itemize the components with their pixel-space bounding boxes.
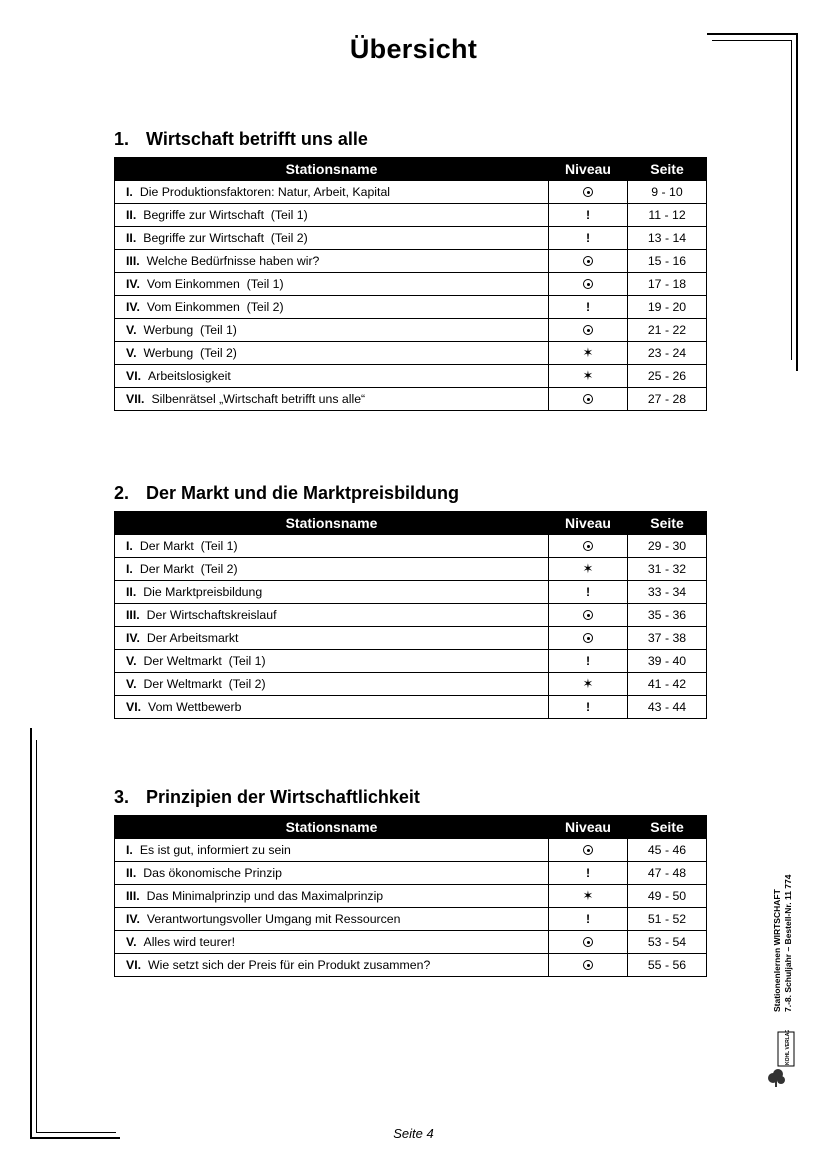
circle-dot-icon — [583, 279, 593, 289]
niveau-cell — [549, 908, 628, 931]
station-roman-numeral: V. — [126, 323, 137, 337]
page-range-cell: 15 - 16 — [628, 250, 707, 273]
niveau-cell — [549, 273, 628, 296]
niveau-cell — [549, 862, 628, 885]
header-seite: Seite — [628, 512, 707, 535]
station-name: Der Wirtschaftskreislauf — [146, 608, 277, 622]
star-icon: ✶ — [582, 676, 594, 691]
station-name-cell — [115, 365, 549, 388]
station-name: Welche Bedürfnisse haben wir? — [146, 254, 320, 268]
table-row — [115, 696, 707, 719]
station-name-cell — [115, 673, 549, 696]
station-name: Werbung (Teil 2) — [143, 346, 237, 360]
station-table — [114, 157, 707, 411]
exclamation-icon: ! — [585, 700, 591, 714]
table-row — [115, 604, 707, 627]
page-range-cell: 31 - 32 — [628, 558, 707, 581]
exclamation-icon: ! — [585, 654, 591, 668]
table-row — [115, 388, 707, 411]
table-row — [115, 365, 707, 388]
station-name: Wie setzt sich der Preis für ein Produkt zusammen? — [148, 958, 431, 972]
station-name-cell — [115, 535, 549, 558]
station-name-cell — [115, 319, 549, 342]
frame-top-right-vline-2 — [791, 40, 792, 360]
header-niveau: Niveau — [549, 158, 628, 181]
page-range-cell: 27 - 28 — [628, 388, 707, 411]
station-roman-numeral: I. — [126, 185, 133, 199]
page-range-cell: 43 - 44 — [628, 696, 707, 719]
station-name-cell — [115, 227, 549, 250]
niveau-cell — [549, 365, 628, 388]
station-name: Vom Wettbewerb — [148, 700, 242, 714]
station-name-cell — [115, 342, 549, 365]
station-name-cell — [115, 204, 549, 227]
circle-dot-icon — [583, 937, 593, 947]
station-name-cell — [115, 839, 549, 862]
station-name: Werbung (Teil 1) — [143, 323, 237, 337]
table-row — [115, 227, 707, 250]
station-name-cell — [115, 627, 549, 650]
station-roman-numeral: III. — [126, 889, 140, 903]
star-icon: ✶ — [582, 888, 594, 903]
station-name: Alles wird teurer! — [143, 935, 236, 949]
niveau-cell — [549, 388, 628, 411]
table-row — [115, 581, 707, 604]
circle-dot-icon — [583, 325, 593, 335]
page-range-cell: 33 - 34 — [628, 581, 707, 604]
station-name: Der Arbeitsmarkt — [146, 631, 239, 645]
table-row — [115, 908, 707, 931]
station-roman-numeral: IV. — [126, 277, 140, 291]
header-niveau: Niveau — [549, 816, 628, 839]
circle-dot-icon — [583, 187, 593, 197]
station-name: Der Weltmarkt (Teil 2) — [143, 677, 266, 691]
table-row — [115, 627, 707, 650]
station-name: Es ist gut, informiert zu sein — [139, 843, 291, 857]
station-name-cell — [115, 388, 549, 411]
page-range-cell: 45 - 46 — [628, 839, 707, 862]
page-range-cell: 29 - 30 — [628, 535, 707, 558]
exclamation-icon: ! — [585, 300, 591, 314]
page-range-cell: 35 - 36 — [628, 604, 707, 627]
page-title: Übersicht — [349, 34, 478, 64]
table-row — [115, 273, 707, 296]
exclamation-icon: ! — [585, 585, 591, 599]
station-roman-numeral: IV. — [126, 631, 140, 645]
page-range-cell: 53 - 54 — [628, 931, 707, 954]
station-name: Die Produktionsfaktoren: Natur, Arbeit, Kapital — [139, 185, 391, 199]
table-row — [115, 673, 707, 696]
star-icon: ✶ — [582, 561, 594, 576]
page-range-cell: 49 - 50 — [628, 885, 707, 908]
station-name-cell — [115, 296, 549, 319]
station-roman-numeral: VI. — [126, 958, 142, 972]
page-range-cell: 13 - 14 — [628, 227, 707, 250]
station-roman-numeral: I. — [126, 843, 133, 857]
station-name-cell — [115, 954, 549, 977]
page-range-cell: 19 - 20 — [628, 296, 707, 319]
publisher-line-2: 7.-8. Schuljahr – Bestell-Nr. 11 774 — [783, 874, 793, 1012]
niveau-cell — [549, 535, 628, 558]
circle-dot-icon — [583, 610, 593, 620]
niveau-cell — [549, 342, 628, 365]
station-name-cell — [115, 862, 549, 885]
exclamation-icon: ! — [585, 866, 591, 880]
station-name: Arbeitslosigkeit — [148, 369, 231, 383]
niveau-cell — [549, 931, 628, 954]
header-seite: Seite — [628, 816, 707, 839]
station-name-cell — [115, 181, 549, 204]
table-row — [115, 931, 707, 954]
station-name: Der Markt (Teil 1) — [139, 539, 238, 553]
exclamation-icon: ! — [585, 231, 591, 245]
page-range-cell: 23 - 24 — [628, 342, 707, 365]
station-name-cell — [115, 604, 549, 627]
station-name: Vom Einkommen (Teil 2) — [146, 300, 284, 314]
page-range-cell: 25 - 26 — [628, 365, 707, 388]
circle-dot-icon — [583, 845, 593, 855]
table-row — [115, 954, 707, 977]
niveau-cell — [549, 673, 628, 696]
station-roman-numeral: I. — [126, 562, 133, 576]
station-table — [114, 511, 707, 719]
station-roman-numeral: III. — [126, 254, 140, 268]
table-row — [115, 650, 707, 673]
station-roman-numeral: VI. — [126, 369, 142, 383]
niveau-cell — [549, 696, 628, 719]
station-name-cell — [115, 581, 549, 604]
circle-dot-icon — [583, 541, 593, 551]
station-roman-numeral: IV. — [126, 300, 140, 314]
table-row — [115, 862, 707, 885]
publisher-text — [772, 875, 794, 1013]
table-row — [115, 342, 707, 365]
logo-text: KOHL VERLAG — [785, 1030, 791, 1065]
station-name-cell — [115, 558, 549, 581]
station-roman-numeral: II. — [126, 866, 137, 880]
section-1 — [114, 129, 706, 411]
niveau-cell — [549, 885, 628, 908]
station-name: Begriffe zur Wirtschaft (Teil 1) — [143, 208, 308, 222]
section-number: 3. — [114, 787, 130, 807]
frame-bottom-left-vline-2 — [36, 740, 37, 1133]
station-name-cell — [115, 931, 549, 954]
table-header-row — [115, 512, 707, 535]
circle-dot-icon — [583, 394, 593, 404]
star-icon: ✶ — [582, 368, 594, 383]
station-name-cell — [115, 696, 549, 719]
kohl-verlag-logo — [764, 1030, 798, 1088]
station-roman-numeral: II. — [126, 231, 137, 245]
station-name: Das ökonomische Prinzip — [143, 866, 282, 880]
section-heading — [114, 483, 706, 504]
station-roman-numeral: V. — [126, 677, 137, 691]
station-name-cell — [115, 273, 549, 296]
station-roman-numeral: VII. — [126, 392, 145, 406]
page-range-cell: 21 - 22 — [628, 319, 707, 342]
circle-dot-icon — [583, 256, 593, 266]
table-row — [115, 839, 707, 862]
page-range-cell: 39 - 40 — [628, 650, 707, 673]
station-name: Der Markt (Teil 2) — [139, 562, 238, 576]
station-name: Die Marktpreisbildung — [143, 585, 263, 599]
section-2 — [114, 483, 706, 719]
niveau-cell — [549, 604, 628, 627]
exclamation-icon: ! — [585, 912, 591, 926]
table-row — [115, 885, 707, 908]
frame-top-right-vline-1 — [796, 33, 798, 371]
table-header-row — [115, 158, 707, 181]
header-seite: Seite — [628, 158, 707, 181]
station-roman-numeral: V. — [126, 654, 137, 668]
header-niveau: Niveau — [549, 512, 628, 535]
section-number: 1. — [114, 129, 130, 149]
station-roman-numeral: II. — [126, 208, 137, 222]
tree-logo-icon — [764, 1030, 798, 1088]
station-name-cell — [115, 908, 549, 931]
niveau-cell — [549, 181, 628, 204]
star-icon: ✶ — [582, 345, 594, 360]
table-row — [115, 181, 707, 204]
station-name: Vom Einkommen (Teil 1) — [146, 277, 284, 291]
table-row — [115, 250, 707, 273]
station-name: Das Minimalprinzip und das Maximalprinzip — [146, 889, 384, 903]
header-stationsname: Stationsname — [115, 512, 549, 535]
circle-dot-icon — [583, 633, 593, 643]
frame-bottom-left-vline-1 — [30, 728, 32, 1138]
exclamation-icon: ! — [585, 208, 591, 222]
circle-dot-icon — [583, 960, 593, 970]
station-name: Begriffe zur Wirtschaft (Teil 2) — [143, 231, 308, 245]
page-range-cell: 41 - 42 — [628, 673, 707, 696]
station-roman-numeral: II. — [126, 585, 137, 599]
niveau-cell — [549, 839, 628, 862]
station-roman-numeral: VI. — [126, 700, 142, 714]
table-row — [115, 204, 707, 227]
page-range-cell: 51 - 52 — [628, 908, 707, 931]
station-name: Silbenrätsel „Wirtschaft betrifft uns alle“ — [151, 392, 366, 406]
station-name-cell — [115, 885, 549, 908]
station-table — [114, 815, 707, 977]
niveau-cell — [549, 204, 628, 227]
section-title: Prinzipien der Wirtschaftlichkeit — [146, 787, 420, 807]
header-stationsname: Stationsname — [115, 158, 549, 181]
station-name: Verantwortungsvoller Umgang mit Ressourcen — [146, 912, 401, 926]
niveau-cell — [549, 250, 628, 273]
niveau-cell — [549, 650, 628, 673]
section-heading — [114, 787, 706, 808]
header-stationsname: Stationsname — [115, 816, 549, 839]
publisher-line-1: Stationenlernen WIRTSCHAFT — [772, 889, 782, 1012]
station-roman-numeral: V. — [126, 935, 137, 949]
station-roman-numeral: V. — [126, 346, 137, 360]
niveau-cell — [549, 319, 628, 342]
table-row — [115, 319, 707, 342]
page-range-cell: 55 - 56 — [628, 954, 707, 977]
table-row — [115, 535, 707, 558]
station-name-cell — [115, 650, 549, 673]
section-heading — [114, 129, 706, 150]
section-number: 2. — [114, 483, 130, 503]
page-range-cell: 17 - 18 — [628, 273, 707, 296]
page-range-cell: 11 - 12 — [628, 204, 707, 227]
niveau-cell — [549, 227, 628, 250]
page-range-cell: 37 - 38 — [628, 627, 707, 650]
section-title: Wirtschaft betrifft uns alle — [146, 129, 368, 149]
station-roman-numeral: III. — [126, 608, 140, 622]
niveau-cell — [549, 954, 628, 977]
niveau-cell — [549, 627, 628, 650]
section-title: Der Markt und die Marktpreisbildung — [146, 483, 460, 503]
table-header-row — [115, 816, 707, 839]
station-name-cell — [115, 250, 549, 273]
station-roman-numeral: IV. — [126, 912, 140, 926]
niveau-cell — [549, 558, 628, 581]
station-roman-numeral: I. — [126, 539, 133, 553]
page-range-cell: 9 - 10 — [628, 181, 707, 204]
table-row — [115, 558, 707, 581]
page-range-cell: 47 - 48 — [628, 862, 707, 885]
niveau-cell — [549, 296, 628, 319]
station-name: Der Weltmarkt (Teil 1) — [143, 654, 266, 668]
section-3 — [114, 787, 706, 977]
page-number: Seite 4 — [393, 1126, 434, 1141]
table-row — [115, 296, 707, 319]
niveau-cell — [549, 581, 628, 604]
